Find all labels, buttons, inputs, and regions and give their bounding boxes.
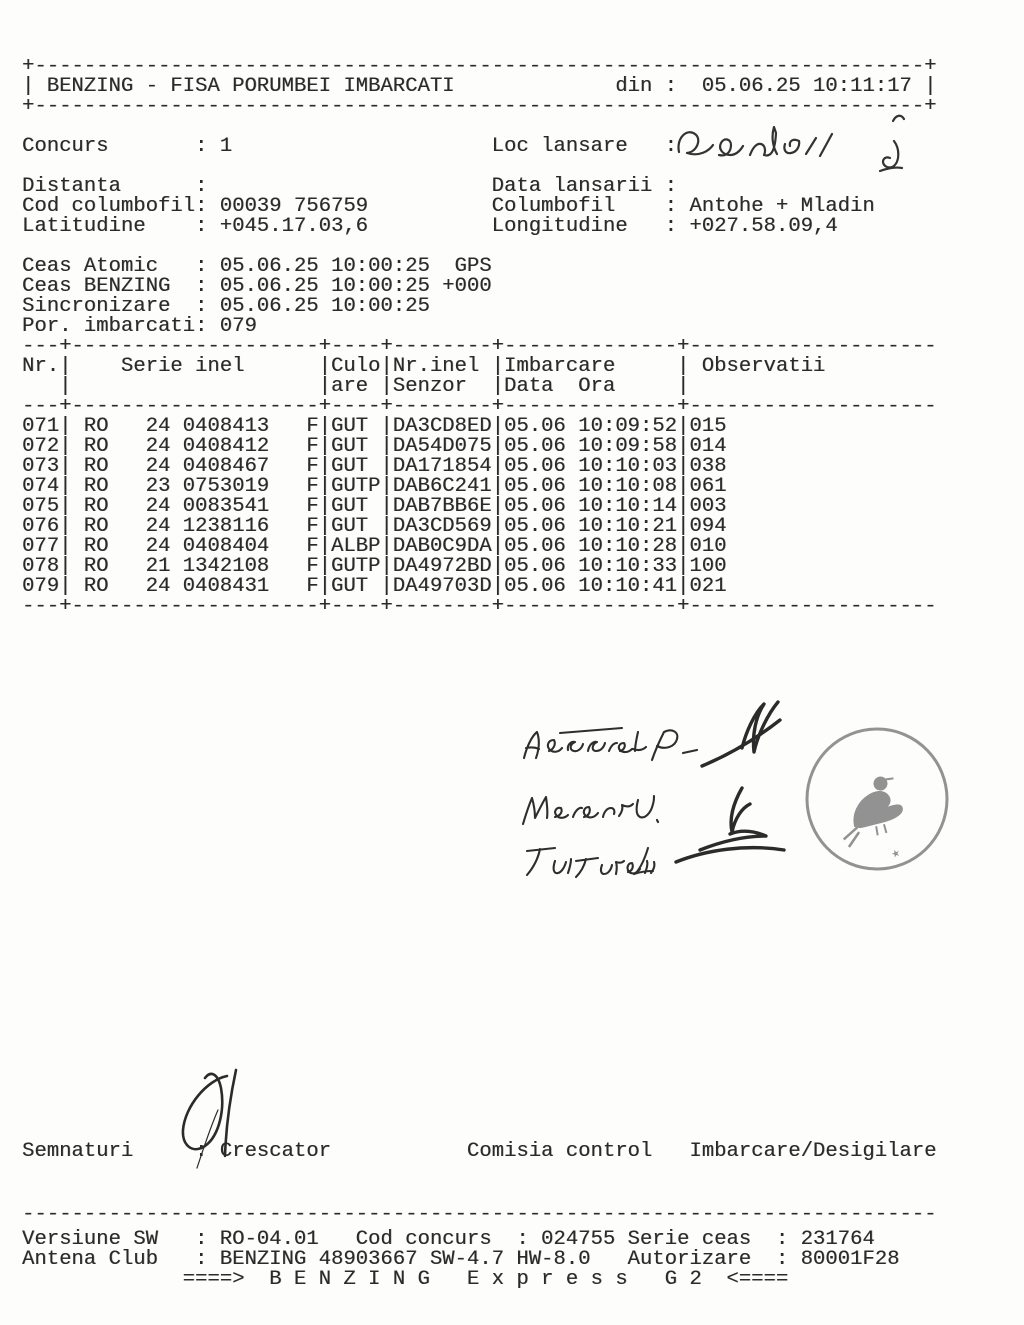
doc-line: 078| RO 21 1342108 F|GUTP|DA4972BD|05.06 10:10:33|100 xyxy=(22,555,727,578)
doc-line: Latitudine : +045.17.03,6 Longitudine : +027.58.09,4 xyxy=(22,215,838,238)
doc-line: Concurs : 1 Loc lansare : xyxy=(22,135,690,158)
doc-line: ---+--------------------+----+--------+--------------+-------------------- xyxy=(22,335,937,358)
doc-line: 072| RO 24 0408412 F|GUT |DA54D075|05.06 10:09:58|014 xyxy=(22,435,727,458)
signature-flourish-2 xyxy=(676,788,784,862)
doc-line: 077| RO 24 0408404 F|ALBP|DAB0C9DA|05.06 10:10:28|010 xyxy=(22,535,727,558)
doc-line: +------------------------------------------------------------------------+ xyxy=(22,55,937,78)
doc-line: Ceas BENZING : 05.06.25 10:00:25 +000 xyxy=(22,275,492,298)
doc-line: 076| RO 24 1238116 F|GUT |DA3CD569|05.06 10:10:21|094 xyxy=(22,515,727,538)
doc-line: Ceas Atomic : 05.06.25 10:00:25 GPS xyxy=(22,255,492,278)
doc-line: Antena Club : BENZING 48903667 SW-4.7 HW-8.0 Autorizare : 80001F28 xyxy=(22,1248,900,1271)
doc-line: ---+--------------------+----+--------+--------------+-------------------- xyxy=(22,595,937,618)
doc-line: +------------------------------------------------------------------------+ xyxy=(22,95,937,118)
doc-line: 075| RO 24 0083541 F|GUT |DAB7BB6E|05.06 10:10:14|003 xyxy=(22,495,727,518)
doc-line: ---+--------------------+----+--------+--------------+-------------------- xyxy=(22,395,937,418)
doc-line: Versiune SW : RO-04.01 Cod concurs : 024755 Serie ceas : 231764 xyxy=(22,1228,875,1251)
doc-line: | BENZING - FISA PORUMBEI IMBARCATI din : 05.06.25 10:11:17 | xyxy=(22,75,937,98)
star-icon: ★ xyxy=(889,844,903,863)
doc-line xyxy=(22,237,937,257)
doc-line: | |are |Senzor |Data Ora | xyxy=(22,375,690,398)
doc-line: 074| RO 23 0753019 F|GUTP|DAB6C241|05.06 10:10:08|061 xyxy=(22,475,727,498)
doc-line: Semnaturi : Crescator Comisia control Imbarcare/Desigilare xyxy=(22,1140,937,1163)
doc-line: Por. imbarcati: 079 xyxy=(22,315,257,338)
signatures-caption-line xyxy=(22,1142,937,1162)
doc-line: 079| RO 24 0408431 F|GUT |DA49703D|05.06 10:10:41|021 xyxy=(22,575,727,598)
signature-name-1 xyxy=(524,728,697,760)
doc-line: 071| RO 24 0408413 F|GUT |DA3CD8ED|05.06 10:09:52|015 xyxy=(22,415,727,438)
stamp-outer-ring xyxy=(786,708,968,890)
doc-line: 073| RO 24 0408467 F|GUT |DA171854|05.06 10:10:03|038 xyxy=(22,455,727,478)
doc-line: Distanta : Data lansarii : xyxy=(22,175,690,198)
doc-line: Cod columbofil: 00039 756759 Columbofil : Antohe + Mladin xyxy=(22,195,875,218)
doc-line: ====> B E N Z I N G E x p r e s s G 2 <==== xyxy=(22,1268,789,1291)
doc-line: Nr.| Serie inel |Culo|Nr.inel |Imbarcare | Observatii xyxy=(22,355,826,378)
printout-text xyxy=(22,57,937,617)
signature-name-2 xyxy=(523,796,658,824)
pigeon-icon xyxy=(827,772,911,848)
signature-flourish-1 xyxy=(702,702,780,766)
doc-line: Sincronizare : 05.06.25 10:00:25 xyxy=(22,295,430,318)
footer-text xyxy=(22,1205,937,1290)
signature-name-3 xyxy=(527,848,654,877)
doc-line xyxy=(22,157,937,177)
doc-line: -------------------------------------------------------------------------- xyxy=(22,1203,937,1226)
doc-line xyxy=(22,117,937,137)
